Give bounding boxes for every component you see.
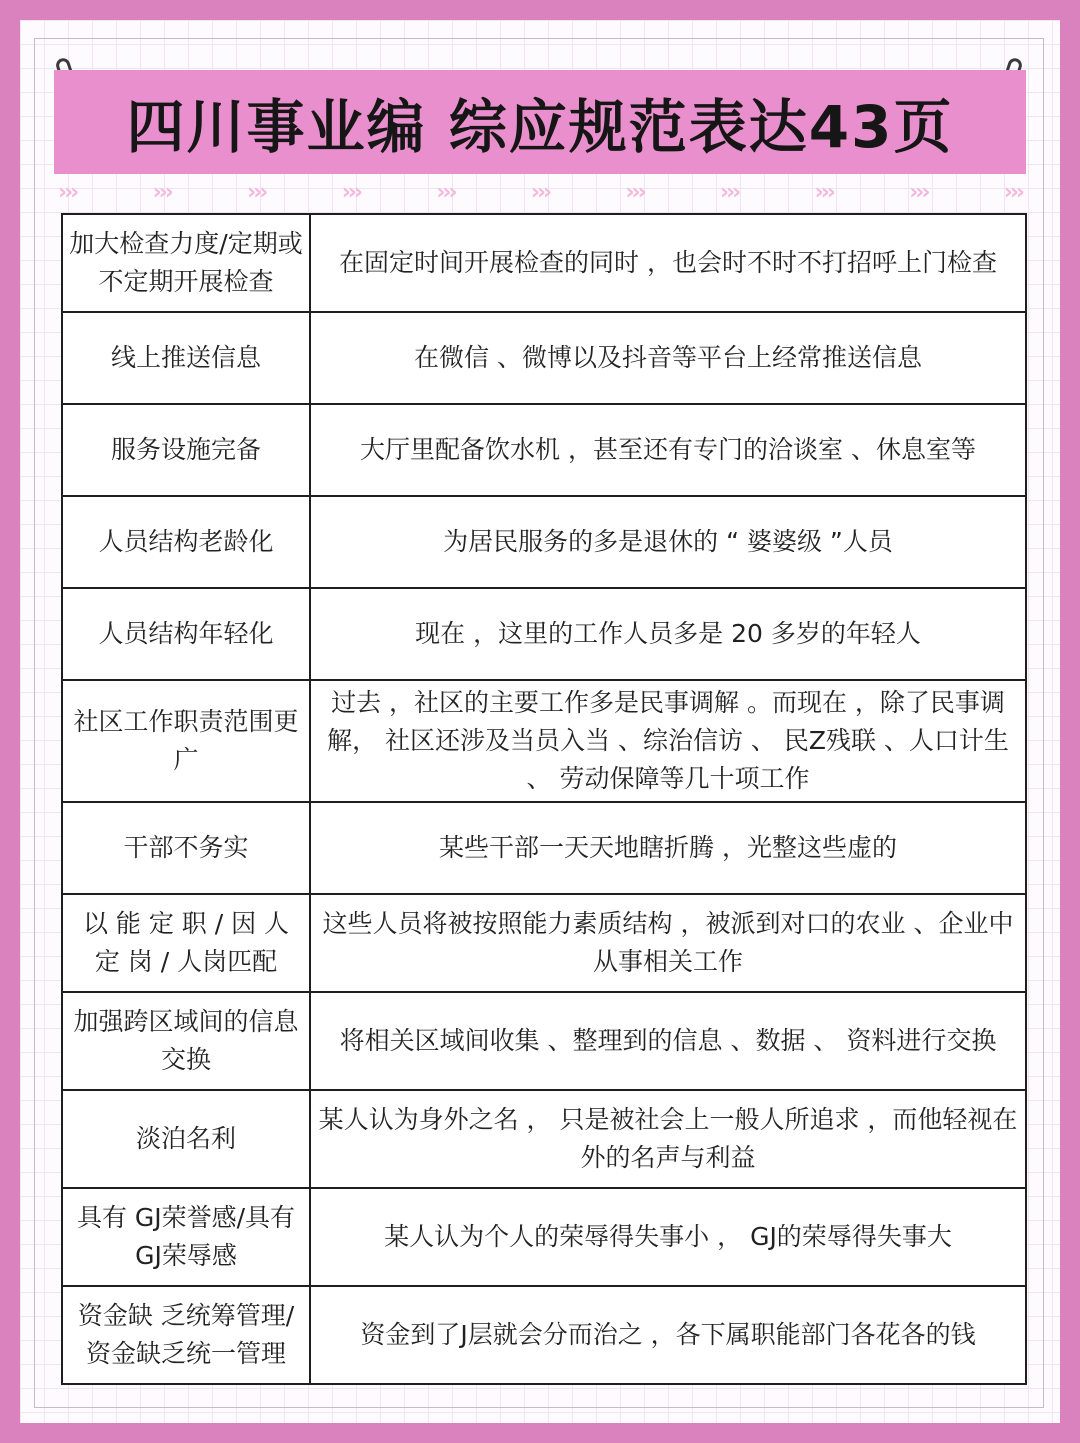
table-row — [62, 894, 1026, 992]
term-cell: 人员结构年轻化 — [62, 588, 310, 680]
expression-cell: 大厅里配备饮水机 ，甚至还有专门的洽谈室 、休息室等 — [310, 404, 1026, 496]
term-cell: 具有 GJ荣誉感/具有 GJ荣辱感 — [62, 1188, 310, 1286]
expression-cell: 将相关区域间收集 、整理到的信息 、数据 、 资料进行交换 — [310, 992, 1026, 1090]
chevron-icon: ››› — [909, 180, 928, 205]
chevron-icon: ››› — [58, 180, 77, 205]
expression-cell: 在固定时间开展检查的同时 ，也会时不时不打招呼上门检查 — [310, 214, 1026, 312]
term-cell: 干部不务实 — [62, 802, 310, 894]
term-cell: 社区工作职责范围更广 — [62, 680, 310, 802]
table-row — [62, 992, 1026, 1090]
table-row — [62, 404, 1026, 496]
chevron-icon: ››› — [530, 180, 550, 205]
title-banner — [54, 70, 1026, 174]
expression-cell: 某人认为身外之名 ， 只是被社会上一般人所追求 ，而他轻视在外的名声与利益 — [310, 1090, 1026, 1188]
table-row — [62, 312, 1026, 404]
page-card — [20, 20, 1060, 1423]
expression-cell: 某人认为个人的荣辱得失事小 ， GJ的荣辱得失事大 — [310, 1188, 1026, 1286]
expression-cell: 这些人员将被按照能力素质结构 ，被派到对口的农业 、企业中从事相关工作 — [310, 894, 1026, 992]
table-row — [62, 588, 1026, 680]
chevron-divider — [54, 180, 1026, 206]
term-cell: 人员结构老龄化 — [62, 496, 310, 588]
expression-table — [61, 213, 1027, 1385]
expression-cell: 现在 ，这里的工作人员多是 20 多岁的年轻人 — [310, 588, 1026, 680]
term-cell: 加大检查力度/定期或 不定期开展检查 — [62, 214, 310, 312]
chevron-icon: ››› — [247, 180, 266, 205]
chevron-icon: ››› — [1003, 180, 1022, 205]
table-row — [62, 496, 1026, 588]
expression-cell: 在微信 、微博以及抖音等平台上经常推送信息 — [310, 312, 1026, 404]
table-row — [62, 1286, 1026, 1384]
expression-cell: 为居民服务的多是退休的 “ 婆婆级 ”人员 — [310, 496, 1026, 588]
expression-cell: 资金到了J层就会分而治之 ，各下属职能部门各花各的钱 — [310, 1286, 1026, 1384]
expression-cell: 某些干部一天天地瞎折腾 ，光整这些虚的 — [310, 802, 1026, 894]
chevron-icon: ››› — [814, 180, 833, 205]
term-cell: 线上推送信息 — [62, 312, 310, 404]
term-cell: 淡泊名利 — [62, 1090, 310, 1188]
chevron-icon: ››› — [152, 180, 171, 205]
term-cell: 资金缺 乏统筹管理/资金缺乏统一管理 — [62, 1286, 310, 1384]
term-cell: 加强跨区域间的信息交换 — [62, 992, 310, 1090]
table-row — [62, 214, 1026, 312]
chevron-icon: ››› — [436, 180, 455, 205]
page-title: 四川事业编 综应规范表达43页 — [126, 93, 954, 161]
term-cell: 服务设施完备 — [62, 404, 310, 496]
table-row — [62, 680, 1026, 802]
chevron-icon: ››› — [341, 180, 360, 205]
table-row — [62, 1090, 1026, 1188]
table-row — [62, 802, 1026, 894]
table-row — [62, 1188, 1026, 1286]
expression-cell: 过去 ，社区的主要工作多是民事调解 。而现在 ，除了民事调解， 社区还涉及当员入当 、综治信访 、 民Z残联 、人口计生 、 劳动保障等几十项工作 — [310, 680, 1026, 802]
chevron-icon: ››› — [625, 180, 644, 205]
chevron-icon: ››› — [720, 180, 739, 205]
term-cell: 以 能 定 职 / 因 人 定 岗 / 人岗匹配 — [62, 894, 310, 992]
